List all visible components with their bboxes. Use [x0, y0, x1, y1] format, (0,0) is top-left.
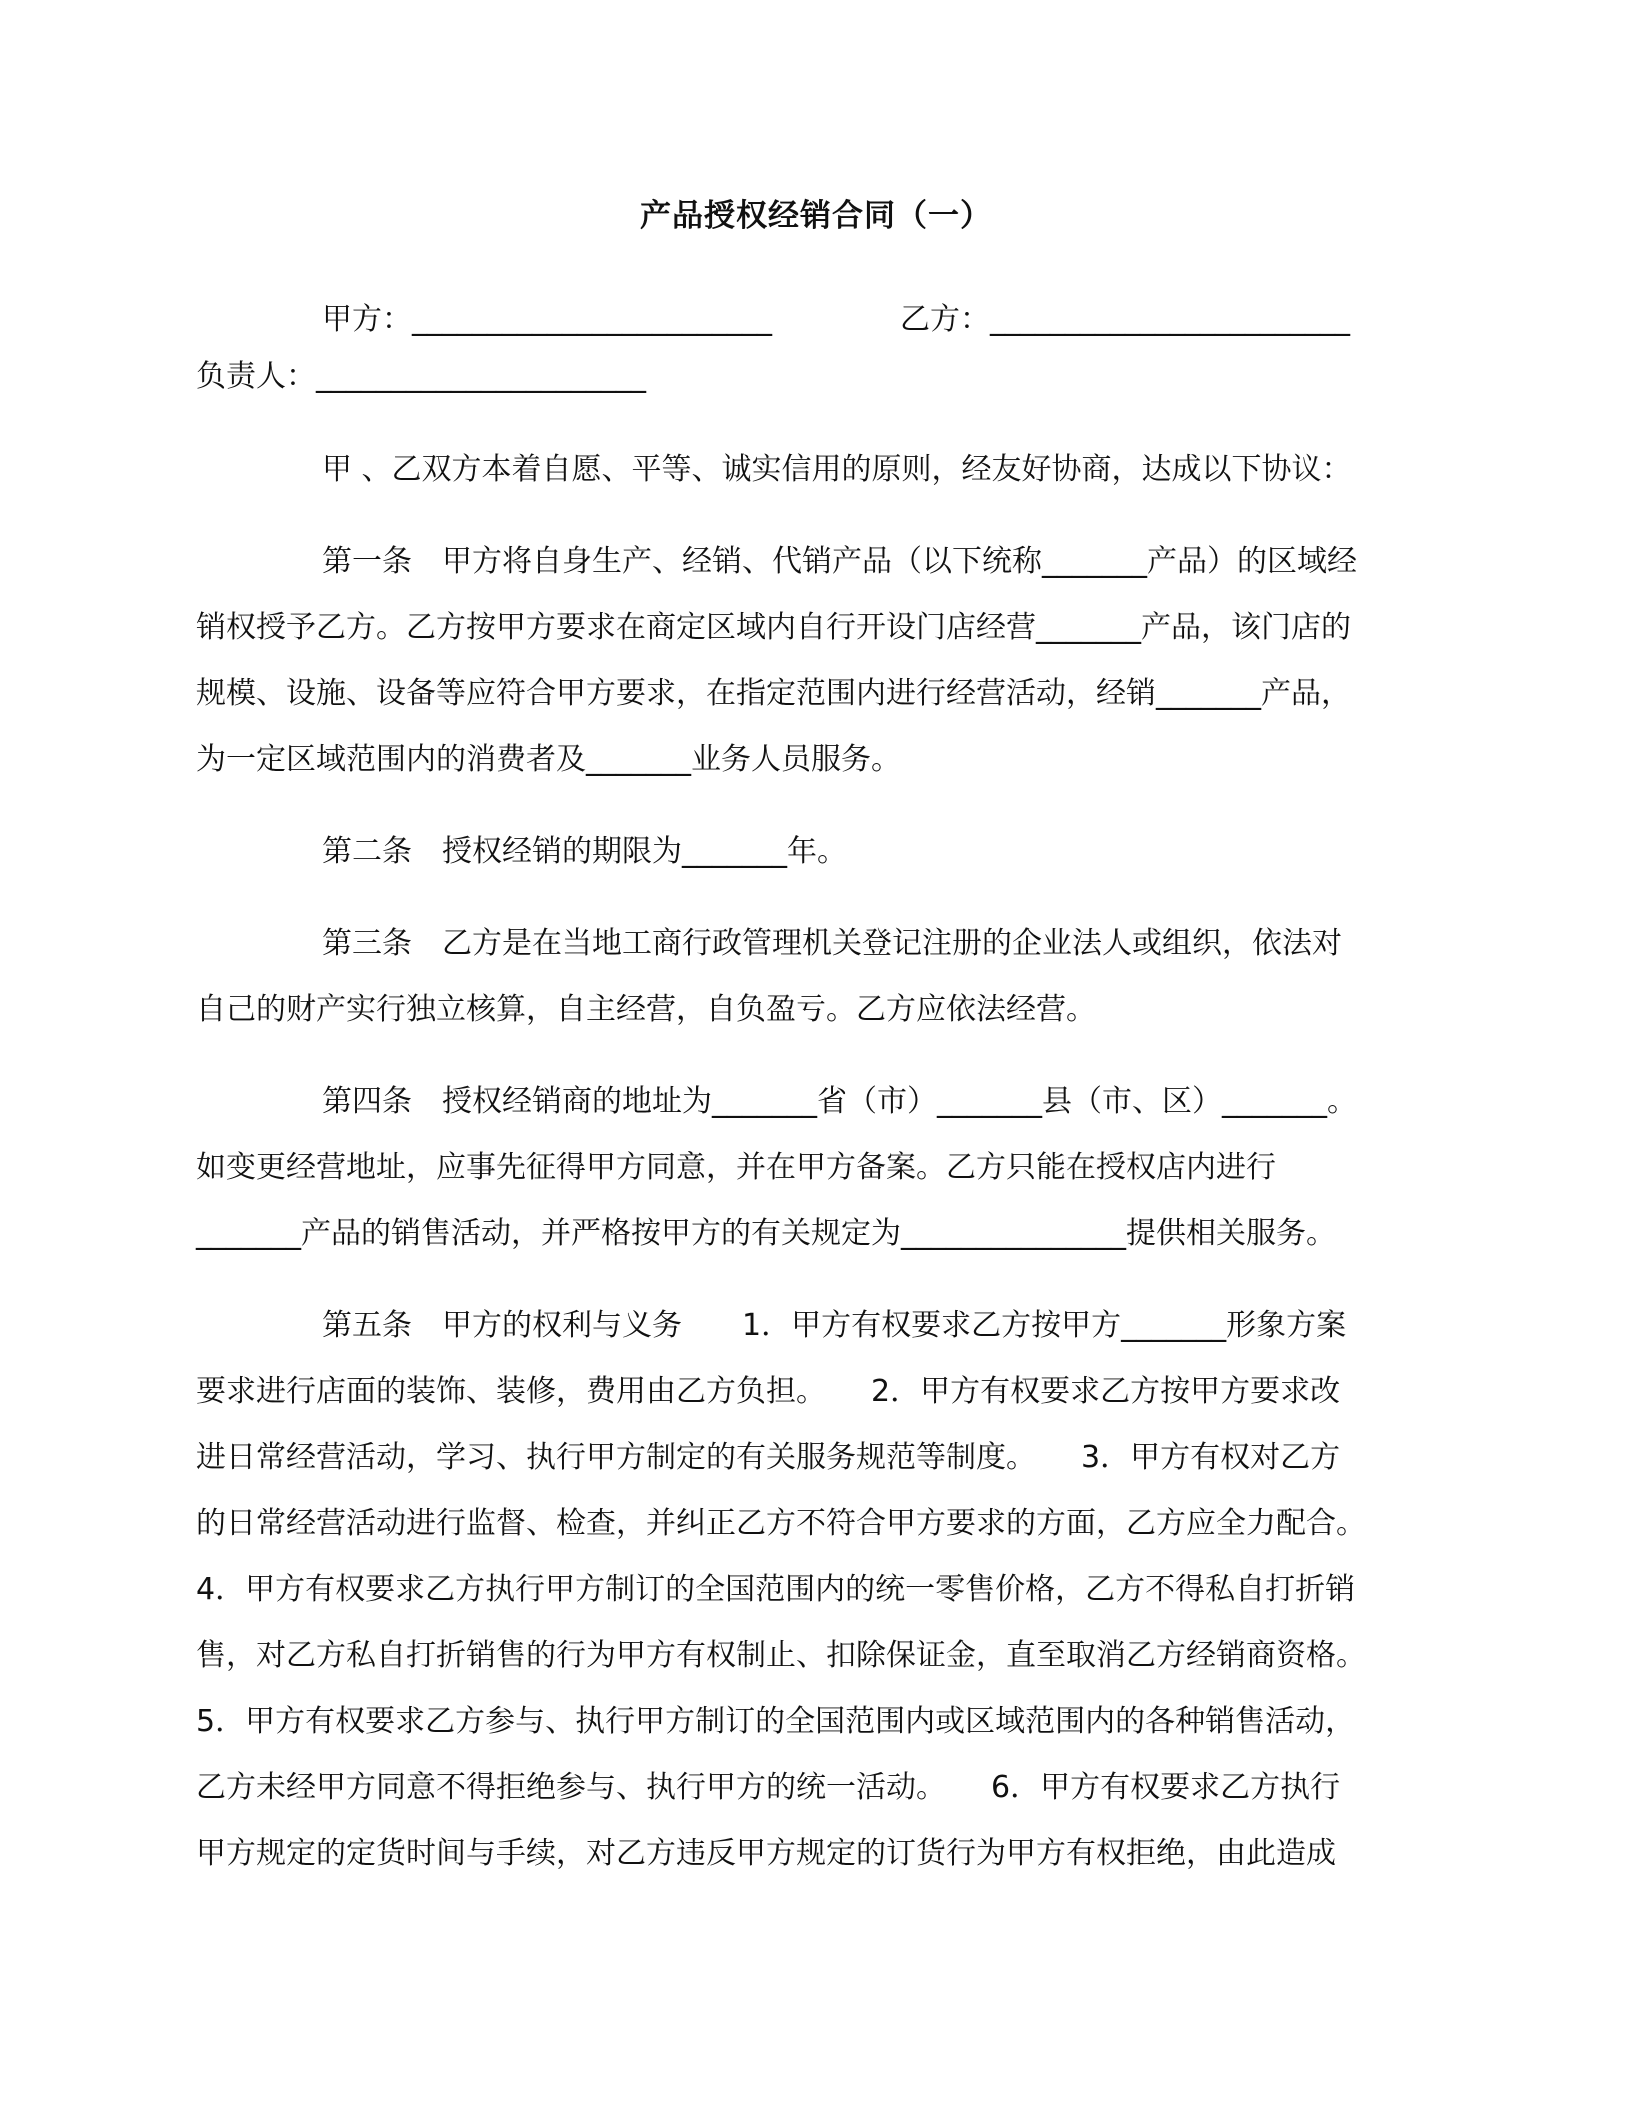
article3-line: 第三条 乙方是在当地工商行政管理机关登记注册的企业法人或组织，依法对 — [322, 926, 1342, 961]
article1-line: 销权授予乙方。乙方按甲方要求在商定区域内自行开设门店经营_______产品，该门店的 — [196, 610, 1351, 645]
article5-line: 进日常经营活动，学习、执行甲方制定的有关服务规范等制度。 3．甲方有权对乙方 — [196, 1440, 1341, 1475]
article4-line: 第四条 授权经销商的地址为_______省（市）_______县（市、区）_______。 — [322, 1084, 1357, 1119]
party-b-line: 乙方：________________________ — [900, 302, 1350, 337]
article5-line: 乙方未经甲方同意不得拒绝参与、执行甲方的统一活动。 6．甲方有权要求乙方执行 — [196, 1770, 1341, 1805]
article1-line: 第一条 甲方将自身生产、经销、代销产品（以下统称_______产品）的区域经 — [322, 544, 1357, 579]
document-title: 产品授权经销合同（一） — [640, 198, 992, 234]
intro-paragraph: 甲 、乙双方本着自愿、平等、诚实信用的原则，经友好协商，达成以下协议： — [322, 452, 1352, 487]
article4-line: 如变更经营地址，应事先征得甲方同意，并在甲方备案。乙方只能在授权店内进行 — [196, 1150, 1276, 1185]
party-a-line: 甲方：________________________ — [322, 302, 772, 337]
responsible-line: 负责人：______________________ — [196, 359, 646, 394]
article5-line: 售，对乙方私自打折销售的行为甲方有权制止、扣除保证金，直至取消乙方经销商资格。 — [196, 1638, 1366, 1673]
article1-line: 为一定区域范围内的消费者及_______业务人员服务。 — [196, 742, 901, 777]
article4-line: _______产品的销售活动，并严格按甲方的有关规定为_______________提供相关服务。 — [196, 1216, 1336, 1251]
article1-line: 规模、设施、设备等应符合甲方要求，在指定范围内进行经营活动，经销_______产品， — [196, 676, 1351, 711]
article5-line: 4．甲方有权要求乙方执行甲方制订的全国范围内的统一零售价格，乙方不得私自打折销 — [196, 1572, 1356, 1607]
article5-line: 要求进行店面的装饰、装修，费用由乙方负担。 2．甲方有权要求乙方按甲方要求改 — [196, 1374, 1341, 1409]
article5-line: 甲方规定的定货时间与手续，对乙方违反甲方规定的订货行为甲方有权拒绝，由此造成 — [196, 1836, 1336, 1871]
article5-line: 5．甲方有权要求乙方参与、执行甲方制订的全国范围内或区域范围内的各种销售活动， — [196, 1704, 1356, 1739]
article5-line: 的日常经营活动进行监督、检查，并纠正乙方不符合甲方要求的方面，乙方应全力配合。 — [196, 1506, 1366, 1541]
article2-line: 第二条 授权经销的期限为_______年。 — [322, 834, 847, 869]
article5-line: 第五条 甲方的权利与义务 1．甲方有权要求乙方按甲方_______形象方案 — [322, 1308, 1347, 1343]
article3-line: 自己的财产实行独立核算，自主经营，自负盈亏。乙方应依法经营。 — [196, 992, 1096, 1027]
